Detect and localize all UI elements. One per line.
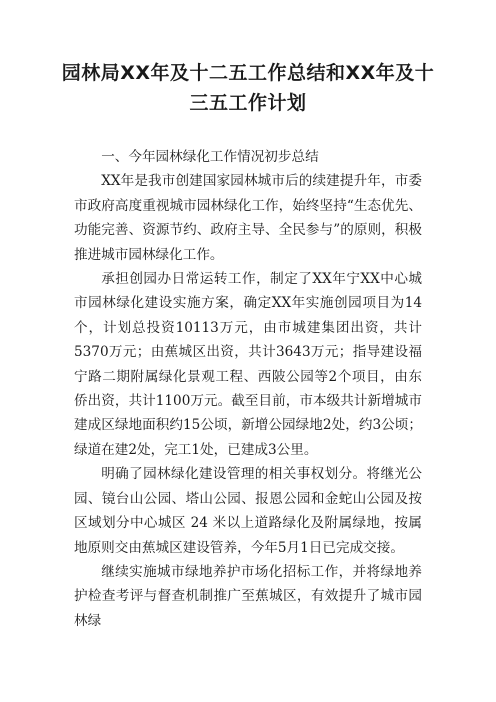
title-line-1: 园林局XX年及十二五工作总结和XX年及十 <box>61 62 435 84</box>
document-title <box>60 58 436 118</box>
paragraph-1: XX年是我市创建国家园林城市后的续建提升年，市委市政府高度重视城市园林绿化工作，始终坚持“生态优先、功能完善、资源节约、政府主导、全民参与”的原则，积极推进城市园林绿化工作。 <box>74 173 422 263</box>
section-heading: 一、今年园林绿化工作情况初步总结 <box>101 149 319 165</box>
paragraph-4: 继续实施城市绿地养护市场化招标工作，并将绿地养护检查考评与督查机制推广至蕉城区，有效提升了城市园林绿 <box>74 563 422 629</box>
paragraph-2: 承担创园办日常运转工作，制定了XX年宁XX中心城市园林绿化建设实施方案，确定XX年实施创园项目为14个，计划总投资10113万元，由市城建集团出资，共计5370万元；由蕉城区出资，共计3643万元；指导建设福宁路二期附属绿化景观工程、西陂公园等2个项目，由东侨出资，共计1100万元。截至目前，市本级共计新增城市建成区绿地面积约15公顷，新增公园绿地2处，约3公顷；绿道在建2处，完工1处，已建成3公里。 <box>74 271 422 458</box>
paragraph-3: 明确了园林绿化建设管理的相关事权划分。将继光公园、镜台山公园、塔山公园、报恩公园和金蛇山公园及按区域划分中心城区 24 米以上道路绿化及附属绿地，按属地原则交由蕉城区建设管养，今年5月1日已完成交接。 <box>74 466 422 556</box>
document-body <box>74 145 422 633</box>
title-line-2: 三五工作计划 <box>189 92 307 114</box>
